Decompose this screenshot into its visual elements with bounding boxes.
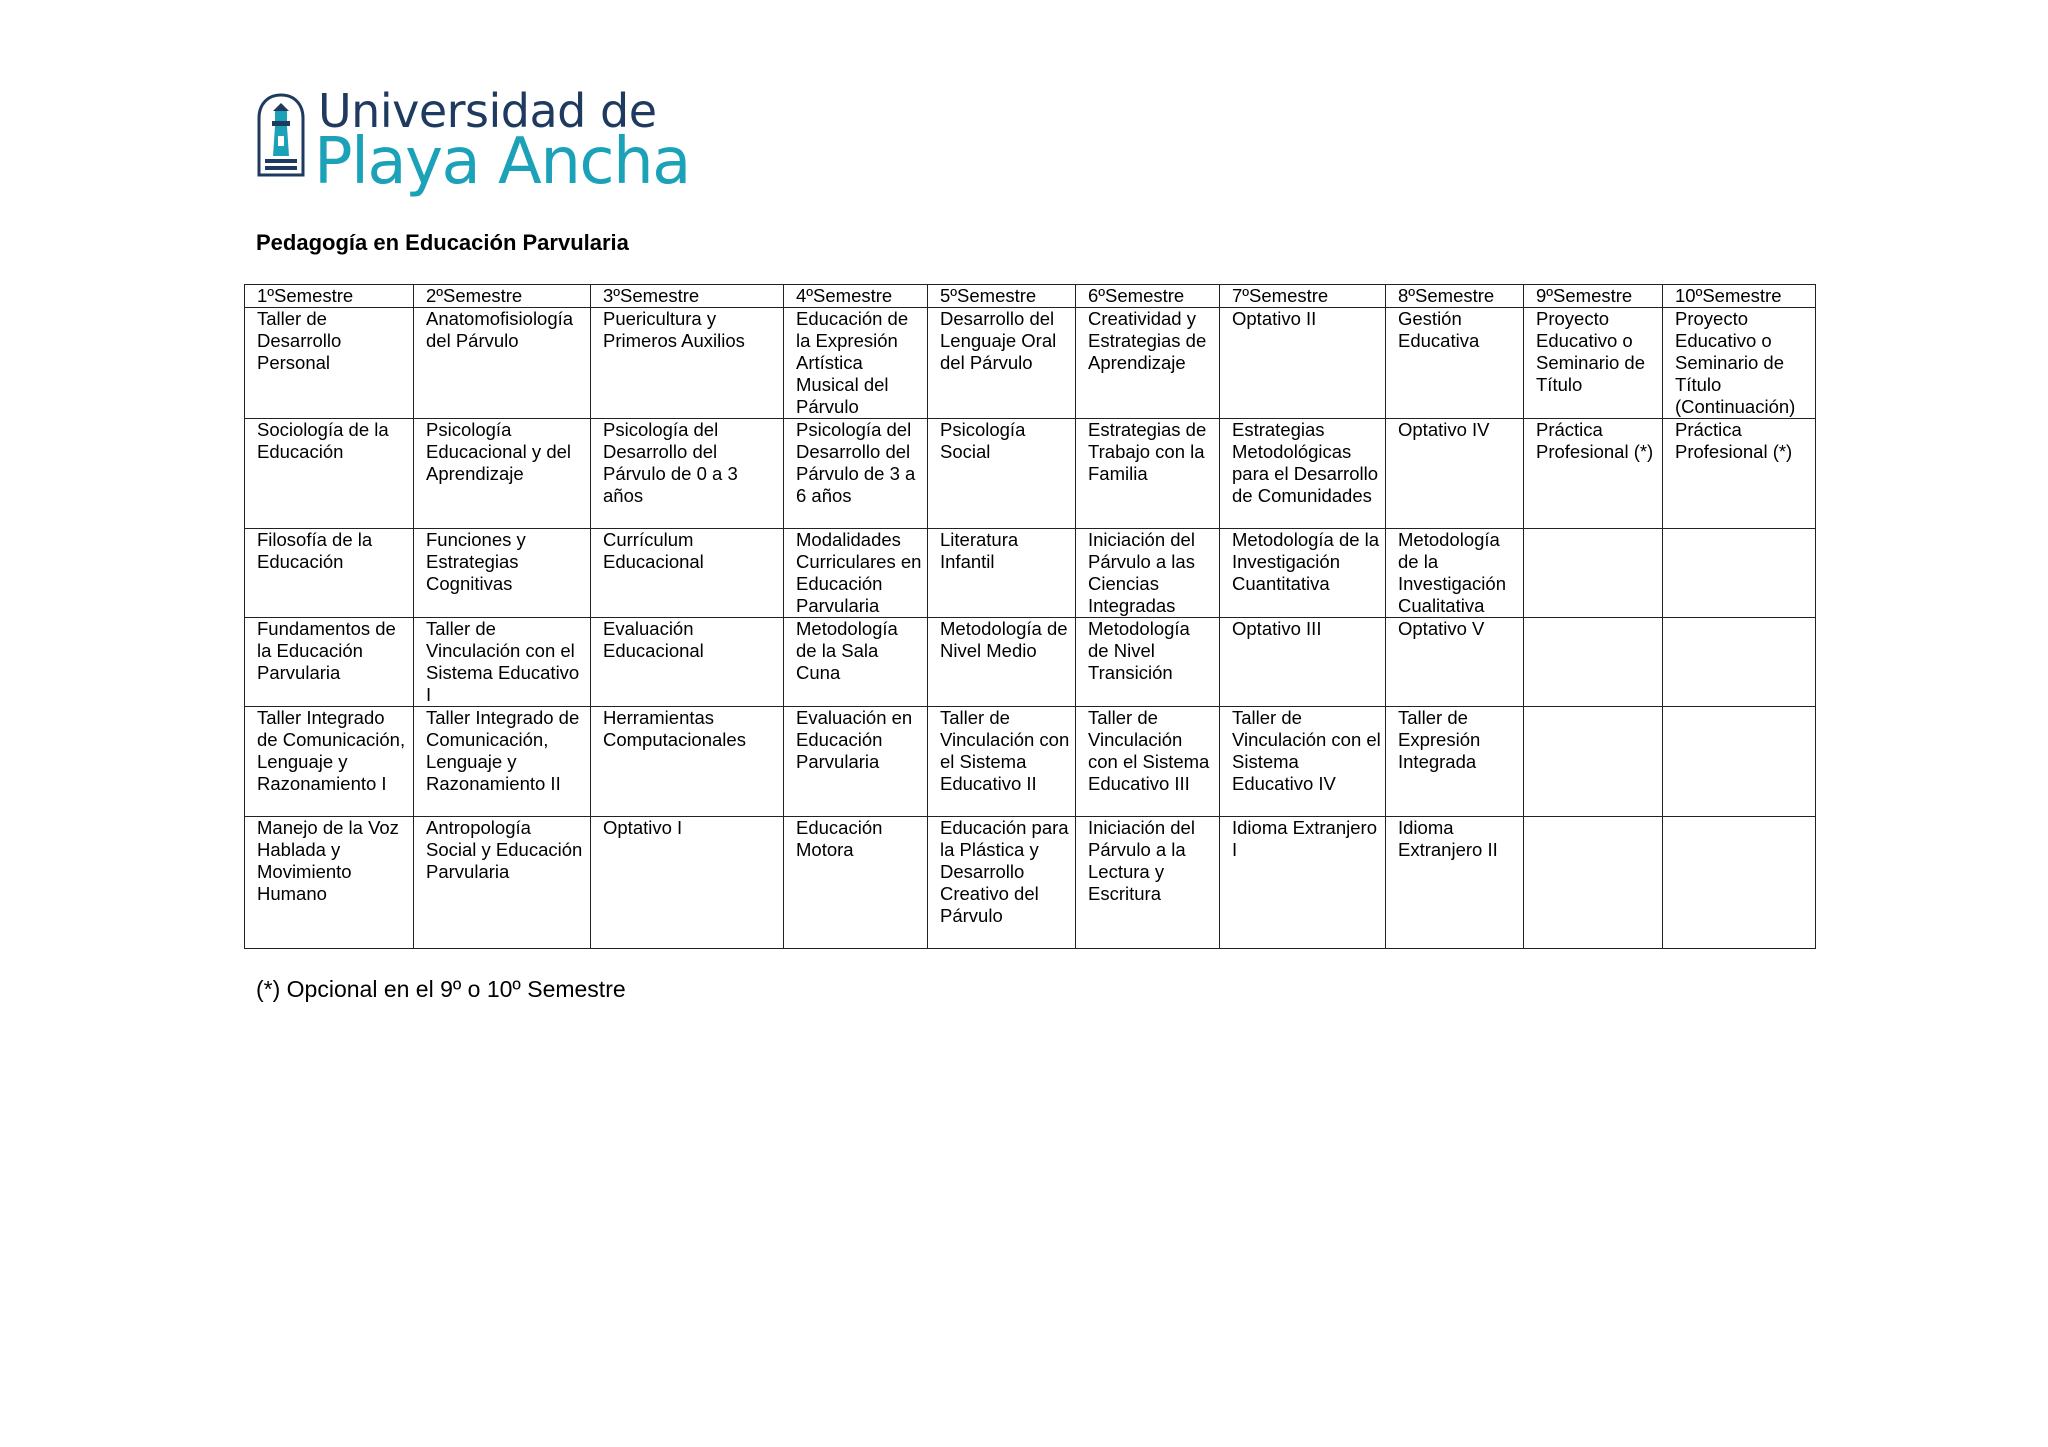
column-header: 8ºSemestre xyxy=(1386,285,1524,308)
table-cell: Desarrollo del Lenguaje Oral del Párvulo xyxy=(928,308,1076,419)
logo-line2: Playa Ancha xyxy=(314,125,690,199)
column-header: 7ºSemestre xyxy=(1220,285,1386,308)
table-cell: Metodología de Nivel Transición xyxy=(1076,618,1220,707)
table-row xyxy=(245,529,1816,618)
table-cell: Taller de Vinculación con el Sistema Educativo IV xyxy=(1220,707,1386,817)
table-row xyxy=(245,707,1816,817)
table-cell xyxy=(1524,817,1663,949)
footnote: (*) Opcional en el 9º o 10º Semestre xyxy=(256,976,626,1002)
column-header: 3ºSemestre xyxy=(591,285,784,308)
table-cell: Idioma Extranjero II xyxy=(1386,817,1524,949)
table-header-row xyxy=(245,285,1816,308)
table-cell xyxy=(1524,618,1663,707)
table-cell: Optativo II xyxy=(1220,308,1386,419)
table-cell: Estrategias de Trabajo con la Familia xyxy=(1076,419,1220,529)
table-cell: Puericultura y Primeros Auxilios xyxy=(591,308,784,419)
table-cell: Práctica Profesional (*) xyxy=(1663,419,1816,529)
table-cell xyxy=(1524,529,1663,618)
table-cell: Herramientas Computacionales xyxy=(591,707,784,817)
column-header: 2ºSemestre xyxy=(414,285,591,308)
table-cell: Proyecto Educativo o Seminario de Título xyxy=(1524,308,1663,419)
table-cell xyxy=(1663,618,1816,707)
table-row xyxy=(245,308,1816,419)
table-row xyxy=(245,419,1816,529)
table-cell xyxy=(1663,817,1816,949)
logo-line1: Universidad de xyxy=(318,84,657,138)
table-cell: Anatomofisiología del Párvulo xyxy=(414,308,591,419)
column-header: 4ºSemestre xyxy=(784,285,928,308)
table-cell: Educación de la Expresión Artística Musical del Párvulo xyxy=(784,308,928,419)
table-cell: Sociología de la Educación xyxy=(245,419,414,529)
table-cell: Taller de Vinculación con el Sistema Educativo I xyxy=(414,618,591,707)
table-cell: Idioma Extranjero I xyxy=(1220,817,1386,949)
column-header: 10ºSemestre xyxy=(1663,285,1816,308)
table-cell xyxy=(1663,707,1816,817)
table-cell: Modalidades Curriculares en Educación Parvularia xyxy=(784,529,928,618)
table-cell: Proyecto Educativo o Seminario de Título (Continuación) xyxy=(1663,308,1816,419)
table-cell: Educación Motora xyxy=(784,817,928,949)
table-cell: Evaluación en Educación Parvularia xyxy=(784,707,928,817)
table-cell: Manejo de la Voz Hablada y Movimiento Humano xyxy=(245,817,414,949)
table-cell: Fundamentos de la Educación Parvularia xyxy=(245,618,414,707)
table-cell xyxy=(1524,707,1663,817)
table-cell: Taller de Vinculación con el Sistema Educativo II xyxy=(928,707,1076,817)
table-cell xyxy=(1663,529,1816,618)
table-cell: Optativo I xyxy=(591,817,784,949)
table-cell: Creatividad y Estrategias de Aprendizaje xyxy=(1076,308,1220,419)
table-cell: Iniciación del Párvulo a las Ciencias Integradas xyxy=(1076,529,1220,618)
column-header: 9ºSemestre xyxy=(1524,285,1663,308)
table-cell: Funciones y Estrategias Cognitivas xyxy=(414,529,591,618)
table-cell: Evaluación Educacional xyxy=(591,618,784,707)
table-cell: Gestión Educativa xyxy=(1386,308,1524,419)
table-cell: Psicología del Desarrollo del Párvulo de 0 a 3 años xyxy=(591,419,784,529)
table-cell: Iniciación del Párvulo a la Lectura y Escritura xyxy=(1076,817,1220,949)
table-cell: Taller de Expresión Integrada xyxy=(1386,707,1524,817)
table-cell: Metodología de la Sala Cuna xyxy=(784,618,928,707)
table-cell: Taller Integrado de Comunicación, Lenguaje y Razonamiento II xyxy=(414,707,591,817)
table-row xyxy=(245,817,1816,949)
column-header: 5ºSemestre xyxy=(928,285,1076,308)
table-cell: Educación para la Plástica y Desarrollo Creativo del Párvulo xyxy=(928,817,1076,949)
table-cell: Taller de Desarrollo Personal xyxy=(245,308,414,419)
table-cell: Taller de Vinculación con el Sistema Educativo III xyxy=(1076,707,1220,817)
column-header: 1ºSemestre xyxy=(245,285,414,308)
curriculum-table xyxy=(244,284,1816,949)
table-cell: Literatura Infantil xyxy=(928,529,1076,618)
page-title: Pedagogía en Educación Parvularia xyxy=(256,230,629,255)
table-cell: Psicología Educacional y del Aprendizaje xyxy=(414,419,591,529)
table-cell: Práctica Profesional (*) xyxy=(1524,419,1663,529)
table-cell: Metodología de la Investigación Cuantitativa xyxy=(1220,529,1386,618)
column-header: 6ºSemestre xyxy=(1076,285,1220,308)
table-cell: Psicología Social xyxy=(928,419,1076,529)
table-cell: Optativo III xyxy=(1220,618,1386,707)
table-cell: Estrategias Metodológicas para el Desarrollo de Comunidades xyxy=(1220,419,1386,529)
table-cell: Taller Integrado de Comunicación, Lenguaje y Razonamiento I xyxy=(245,707,414,817)
lighthouse-icon xyxy=(256,92,306,178)
table-cell: Psicología del Desarrollo del Párvulo de 3 a 6 años xyxy=(784,419,928,529)
table-cell: Metodología de Nivel Medio xyxy=(928,618,1076,707)
university-logo xyxy=(256,84,690,199)
table-cell: Optativo V xyxy=(1386,618,1524,707)
table-cell: Filosofía de la Educación xyxy=(245,529,414,618)
table-cell: Metodología de la Investigación Cualitativa xyxy=(1386,529,1524,618)
table-cell: Optativo IV xyxy=(1386,419,1524,529)
table-cell: Currículum Educacional xyxy=(591,529,784,618)
table-cell: Antropología Social y Educación Parvularia xyxy=(414,817,591,949)
table-row xyxy=(245,618,1816,707)
